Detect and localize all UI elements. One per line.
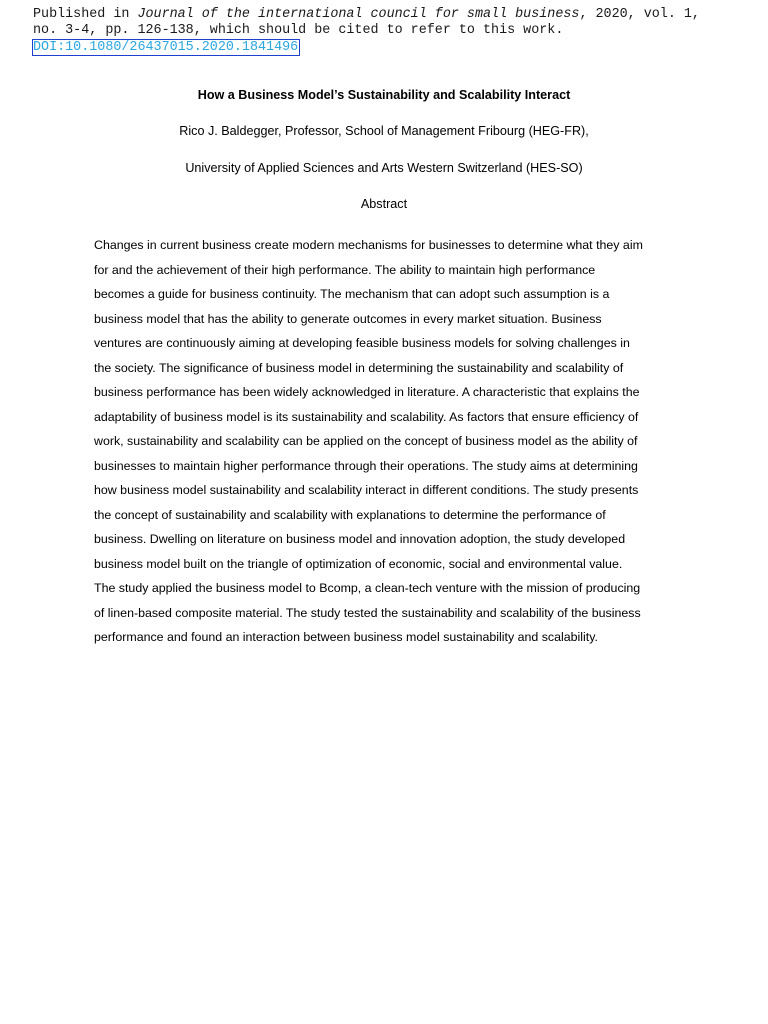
abstract-line: business model built on the triangle of optimization of economic, social and environmental value. (94, 556, 623, 571)
doi-link[interactable]: DOI:10.1080/26437015.2020.1841496 (33, 40, 299, 55)
publication-note-line-2: no. 3-4, pp. 126-138, which should be cited to refer to this work. (33, 23, 564, 38)
abstract-line: the concept of sustainability and scalability with explanations to determine the performance of (94, 507, 606, 522)
abstract-line: The study applied the business model to Bcomp, a clean-tech venture with the mission of producing (94, 581, 641, 595)
affiliation-line: University of Applied Sciences and Arts Western Switzerland (HES-SO) (185, 161, 583, 175)
abstract-line: becomes a guide for business continuity. The mechanism that can adopt such assumption is a (94, 287, 610, 301)
publication-note-line-1 (33, 7, 753, 23)
abstract-line: ventures are continuously aiming at developing feasible business models for solving challenges in (94, 336, 630, 350)
abstract-line: business. Dwelling on literature on business model and innovation adoption, the study developed (94, 532, 626, 546)
abstract-line: Changes in current business create modern mechanisms for businesses to determine what they aim (94, 238, 643, 252)
abstract-heading: Abstract (360, 197, 408, 211)
publication-volume: , 2020, vol. 1, (579, 7, 700, 22)
abstract-line: for and the achievement of their high performance. The ability to maintain high performance (94, 262, 596, 277)
paper-title: How a Business Model’s Sustainability and Scalability Interact (197, 88, 571, 102)
abstract-line: work, sustainability and scalability can be applied on the concept of business model as the ability of (94, 434, 638, 448)
abstract-body (94, 233, 684, 650)
publication-note-line-3 (33, 39, 753, 56)
author-line: Rico J. Baldegger, Professor, School of Management Fribourg (HEG-FR), (179, 124, 589, 138)
abstract-line: business performance has been widely acknowledged in literature. A characteristic that explains the (94, 385, 640, 399)
abstract-line: business model that has the ability to generate outcomes in every market situation. Business (94, 311, 602, 326)
abstract-line: how business model sustainability and scalability interact in different conditions. The study presents (94, 483, 639, 497)
abstract-line: adaptability of business model is its sustainability and scalability. As factors that ensure efficiency of (94, 409, 639, 424)
abstract-line: the society. The significance of business model in determining the sustainability and scalability of (94, 360, 624, 375)
abstract-line: of linen-based composite material. The study tested the sustainability and scalability of the business (94, 605, 641, 620)
abstract-line: businesses to maintain higher performance through their operations. The study aims at determining (94, 458, 638, 473)
publication-note (33, 7, 753, 56)
publication-prefix: Published in (33, 7, 138, 22)
journal-name: Journal of the international council for small business (137, 7, 580, 22)
abstract-line: performance and found an interaction between business model sustainability and scalability. (94, 630, 598, 644)
